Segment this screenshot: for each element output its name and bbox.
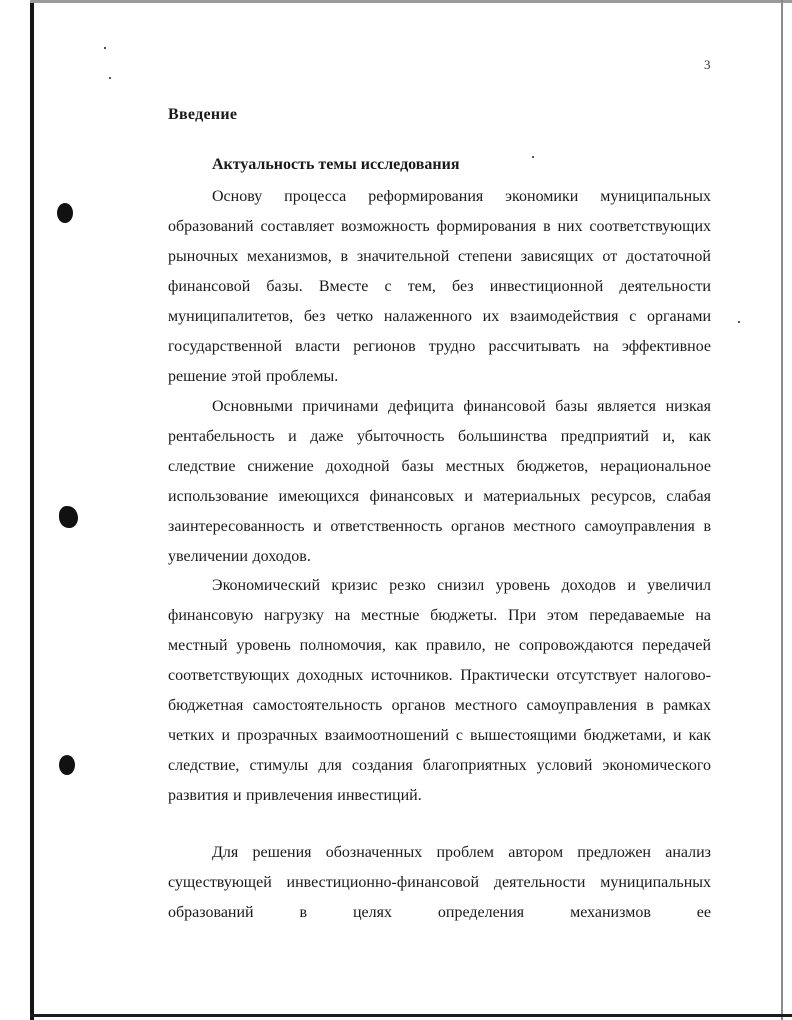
page-number: 3 [704,57,711,72]
scan-speck [738,321,740,323]
scan-bottom-edge [30,1014,792,1017]
scan-top-edge [30,0,792,3]
punch-hole-mark [59,755,75,775]
scan-speck [532,156,534,158]
section-subtitle: Актуальность темы исследования [212,156,460,173]
section-title: Введение [168,106,238,123]
punch-hole-mark [59,506,78,528]
scan-left-edge [30,0,34,1020]
scan-speck [109,77,111,79]
punch-hole-mark [57,203,73,223]
scan-right-edge [781,0,783,1020]
scan-speck [104,47,106,49]
body-paragraph: Основными причинами дефицита финансовой базы является низкая рентабельность и даже убыточность большинства предприятий и, как следствие снижение доходной базы местных бюджетов, нерациональное использование имеющихся финансовых и материальных ресурсов, слабая заинтересованность и ответственность органов местного самоуправления в увеличении доходов. [168,398,711,565]
body-paragraph: Для решения обозначенных проблем автором предложен анализ существующей инвестиционно-финансовой деятельности муниципальных образований в целях определения механизмов ее [168,844,711,921]
body-paragraph: Экономический кризис резко снизил уровень доходов и увеличил финансовую нагрузку на местные бюджеты. При этом передаваемые на местный уровень полномочия, как правило, не сопровождаются передачей соответствующих доходных источников. Практически отсутствует налогово-бюджетная самостоятельность органов местного самоуправления в рамках четких и прозрачных взаимоотношений с вышестоящими бюджетами, и как следствие, стимулы для создания благоприятных условий экономического развития и привлечения инвестиций. [168,577,711,804]
body-paragraph: Основу процесса реформирования экономики муниципальных образований составляет возможность формирования в них соответствующих рыночных механизмов, в значительной степени зависящих от достаточной финансовой базы. Вместе с тем, без инвестиционной деятельности муниципалитетов, без четко налаженного их взаимодействия с органами государственной власти регионов трудно рассчитывать на эффективное решение этой проблемы. [168,188,711,385]
